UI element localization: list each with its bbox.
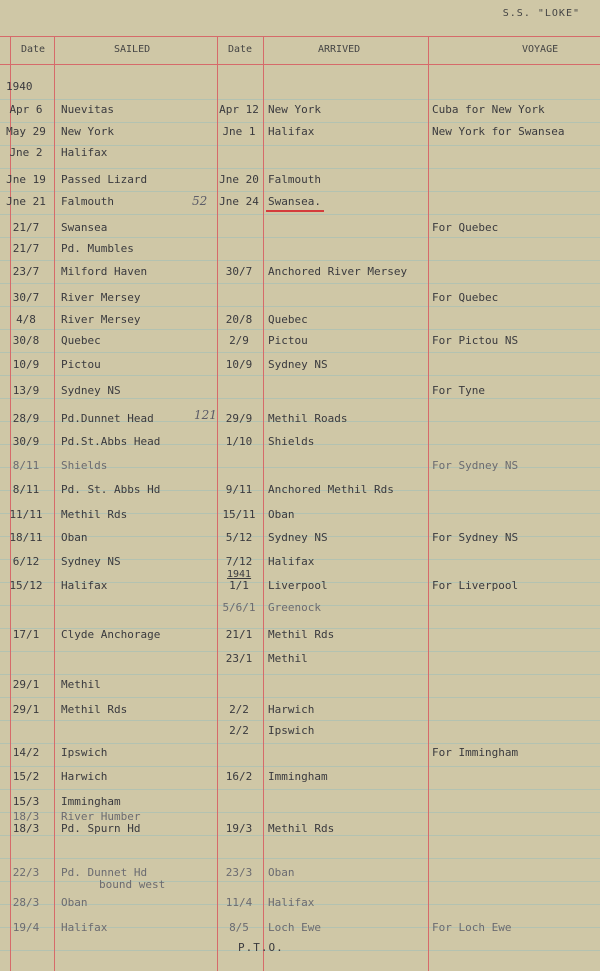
arrived-place: Liverpool bbox=[268, 579, 328, 592]
sailed-date: May 29 bbox=[6, 125, 46, 138]
voyage-note: Cuba for New York bbox=[432, 103, 545, 116]
ruled-line bbox=[0, 122, 600, 123]
arrived-place: Immingham bbox=[268, 770, 328, 783]
arrived-date: 29/9 bbox=[225, 412, 253, 425]
arrived-date: 1/10 bbox=[225, 435, 253, 448]
sailed-place: Pd. Mumbles bbox=[61, 242, 134, 255]
sailed-date: Jne 2 bbox=[9, 146, 43, 159]
arrived-place: Halifax bbox=[268, 896, 315, 909]
sailed-place: Pd. St. Abbs Hd bbox=[61, 483, 161, 496]
sailed-place: Nuevitas bbox=[61, 103, 114, 116]
voyage-note: For Loch Ewe bbox=[432, 921, 512, 934]
arrived-date: 21/1 bbox=[225, 628, 253, 641]
arrived-place: Greenock bbox=[268, 601, 321, 614]
sailed-place: Methil Rds bbox=[61, 508, 128, 521]
arrived-place: Halifax bbox=[268, 125, 315, 138]
arrived-date: 23/3 bbox=[225, 866, 253, 879]
ruled-line bbox=[0, 168, 600, 169]
sailed-place: Halifax bbox=[61, 921, 108, 934]
arrived-date: 2/2 bbox=[229, 703, 249, 716]
margin-note: 52 bbox=[192, 194, 208, 208]
ruled-line bbox=[0, 720, 600, 721]
arrived-date: Jne 1 bbox=[222, 125, 256, 138]
sailed-date: 6/12 bbox=[12, 555, 40, 568]
sailed-place: Methil Rds bbox=[61, 703, 128, 716]
header-top-rule bbox=[0, 36, 600, 37]
sailed-date: 23/7 bbox=[12, 265, 40, 278]
arrived-date: Apr 12 bbox=[219, 103, 259, 116]
year-label: 1940 bbox=[6, 80, 33, 93]
sailed-date: Apr 6 bbox=[9, 103, 43, 116]
arrived-place: Swansea. bbox=[268, 195, 321, 208]
ruled-line bbox=[0, 306, 600, 307]
sailed-date: 8/11 bbox=[12, 459, 40, 472]
arrived-date: 15/11 bbox=[222, 508, 256, 521]
arrived-date: 16/2 bbox=[225, 770, 253, 783]
sailed-date: 14/2 bbox=[12, 746, 40, 759]
arrived-date: 2/9 bbox=[229, 334, 249, 347]
ruled-line bbox=[0, 398, 600, 399]
sailed-place: Pd. Dunnet Hd bbox=[61, 866, 148, 879]
sailed-place: Methil bbox=[61, 678, 101, 691]
year-label: 1941 bbox=[227, 569, 252, 580]
sailed-date: 13/9 bbox=[12, 384, 40, 397]
sailed-place: Falmouth bbox=[61, 195, 114, 208]
voyage-note: New York for Swansea bbox=[432, 125, 565, 138]
sailed-place: River Mersey bbox=[61, 291, 141, 304]
sailed-date: 15/12 bbox=[9, 579, 43, 592]
sailed-date: 22/3 bbox=[12, 866, 40, 879]
sailed-date: 18/3 bbox=[12, 810, 40, 823]
column-rule bbox=[263, 36, 264, 971]
sailed-place: Sydney NS bbox=[61, 384, 121, 397]
sailed-place: Pd. Spurn Hd bbox=[61, 822, 141, 835]
voyage-note: For Sydney NS bbox=[432, 459, 519, 472]
arrived-date: 7/12 bbox=[225, 555, 253, 568]
sailed-date: 4/8 bbox=[16, 313, 36, 326]
sailed-date: 17/1 bbox=[12, 628, 40, 641]
arrived-place: Falmouth bbox=[268, 173, 321, 186]
arrived-date: 30/7 bbox=[225, 265, 253, 278]
sailed-date: 29/1 bbox=[12, 703, 40, 716]
sailed-date: 30/8 bbox=[12, 334, 40, 347]
sailed-place: bound west bbox=[99, 878, 166, 891]
column-rule bbox=[428, 36, 429, 971]
ruled-line bbox=[0, 260, 600, 261]
ruled-line bbox=[0, 237, 600, 238]
voyage-note: For Sydney NS bbox=[432, 531, 519, 544]
voyage-note: For Tyne bbox=[432, 384, 485, 397]
voyage-note: For Quebec bbox=[432, 291, 499, 304]
sailed-date: Jne 19 bbox=[6, 173, 46, 186]
arrived-place: Oban bbox=[268, 508, 295, 521]
column-rule bbox=[54, 36, 55, 971]
sailed-place: Halifax bbox=[61, 146, 108, 159]
ruled-line bbox=[0, 375, 600, 376]
sailed-date: 21/7 bbox=[12, 242, 40, 255]
sailed-place: Oban bbox=[61, 531, 88, 544]
ruled-line bbox=[0, 743, 600, 744]
ruled-line bbox=[0, 766, 600, 767]
voyage-note: For Liverpool bbox=[432, 579, 519, 592]
arrived-place: Methil Roads bbox=[268, 412, 348, 425]
page-footer: P.T.O. bbox=[238, 941, 284, 954]
sailed-place: New York bbox=[61, 125, 114, 138]
sailed-date: 28/3 bbox=[12, 896, 40, 909]
arrived-place: Sydney NS bbox=[268, 358, 328, 371]
sailed-place: Ipswich bbox=[61, 746, 108, 759]
arrived-place: Halifax bbox=[268, 555, 315, 568]
voyage-note: For Quebec bbox=[432, 221, 499, 234]
arrived-place: Anchored Methil Rds bbox=[268, 483, 394, 496]
arrived-date: 5/6/1 bbox=[222, 601, 256, 614]
arrived-date: Jne 20 bbox=[219, 173, 259, 186]
arrived-place: New York bbox=[268, 103, 321, 116]
ruled-line bbox=[0, 881, 600, 882]
sailed-place: Quebec bbox=[61, 334, 101, 347]
red-underline bbox=[266, 210, 324, 212]
margin-note: 121 bbox=[194, 408, 217, 422]
ruled-line bbox=[0, 99, 600, 100]
arrived-place: Methil Rds bbox=[268, 628, 335, 641]
sailed-place: River Humber bbox=[61, 810, 141, 823]
ruled-line bbox=[0, 352, 600, 353]
ruled-line bbox=[0, 835, 600, 836]
header-arrived: ARRIVED bbox=[318, 44, 361, 55]
arrived-date: 20/8 bbox=[225, 313, 253, 326]
sailed-date: Jne 21 bbox=[6, 195, 46, 208]
arrived-place: Sydney NS bbox=[268, 531, 328, 544]
sailed-date: 15/3 bbox=[12, 795, 40, 808]
arrived-place: Quebec bbox=[268, 313, 308, 326]
sailed-place: Pd.St.Abbs Head bbox=[61, 435, 161, 448]
voyage-note: For Immingham bbox=[432, 746, 519, 759]
arrived-date: 10/9 bbox=[225, 358, 253, 371]
sailed-place: Pd.Dunnet Head bbox=[61, 412, 154, 425]
sailed-place: River Mersey bbox=[61, 313, 141, 326]
sailed-place: Milford Haven bbox=[61, 265, 148, 278]
arrived-date: 23/1 bbox=[225, 652, 253, 665]
arrived-place: Loch Ewe bbox=[268, 921, 321, 934]
sailed-place: Oban bbox=[61, 896, 88, 909]
arrived-date: 19/3 bbox=[225, 822, 253, 835]
arrived-place: Oban bbox=[268, 866, 295, 879]
ruled-line bbox=[0, 283, 600, 284]
sailed-date: 11/11 bbox=[9, 508, 43, 521]
sailed-date: 15/2 bbox=[12, 770, 40, 783]
arrived-date: 1/1 bbox=[229, 579, 249, 592]
arrived-place: Ipswich bbox=[268, 724, 315, 737]
ruled-line bbox=[0, 950, 600, 951]
sailed-date: 30/9 bbox=[12, 435, 40, 448]
ruled-line bbox=[0, 191, 600, 192]
ruled-line bbox=[0, 789, 600, 790]
sailed-place: Harwich bbox=[61, 770, 108, 783]
sailed-date: 19/4 bbox=[12, 921, 40, 934]
sailed-date: 30/7 bbox=[12, 291, 40, 304]
arrived-date: 5/12 bbox=[225, 531, 253, 544]
header-date-sailed: Date bbox=[21, 44, 46, 55]
sailed-date: 29/1 bbox=[12, 678, 40, 691]
sailed-place: Passed Lizard bbox=[61, 173, 148, 186]
ship-name: S.S. "LOKE" bbox=[502, 8, 580, 19]
arrived-place: Shields bbox=[268, 435, 315, 448]
ruled-line bbox=[0, 329, 600, 330]
ruled-line bbox=[0, 674, 600, 675]
sailed-place: Sydney NS bbox=[61, 555, 121, 568]
arrived-date: 8/5 bbox=[229, 921, 249, 934]
sailed-date: 28/9 bbox=[12, 412, 40, 425]
header-date-arrived: Date bbox=[228, 44, 253, 55]
arrived-place: Methil bbox=[268, 652, 308, 665]
ruled-line bbox=[0, 214, 600, 215]
arrived-place: Harwich bbox=[268, 703, 315, 716]
sailed-place: Immingham bbox=[61, 795, 121, 808]
ruled-line bbox=[0, 858, 600, 859]
sailed-place: Swansea bbox=[61, 221, 108, 234]
sailed-date: 18/3 bbox=[12, 822, 40, 835]
voyage-note: For Pictou NS bbox=[432, 334, 519, 347]
sailed-place: Shields bbox=[61, 459, 108, 472]
arrived-place: Methil Rds bbox=[268, 822, 335, 835]
arrived-date: 2/2 bbox=[229, 724, 249, 737]
header-voyage: VOYAGE bbox=[522, 44, 559, 55]
header-bottom-rule bbox=[0, 64, 600, 65]
sailed-place: Pictou bbox=[61, 358, 101, 371]
ruled-line bbox=[0, 697, 600, 698]
arrived-place: Anchored River Mersey bbox=[268, 265, 408, 278]
sailed-place: Halifax bbox=[61, 579, 108, 592]
sailed-date: 8/11 bbox=[12, 483, 40, 496]
arrived-date: 11/4 bbox=[225, 896, 253, 909]
sailed-date: 18/11 bbox=[9, 531, 43, 544]
sailed-place: Clyde Anchorage bbox=[61, 628, 161, 641]
header-sailed: SAILED bbox=[114, 44, 151, 55]
arrived-place: Pictou bbox=[268, 334, 308, 347]
sailed-date: 21/7 bbox=[12, 221, 40, 234]
sailed-date: 10/9 bbox=[12, 358, 40, 371]
arrived-date: Jne 24 bbox=[219, 195, 259, 208]
arrived-date: 9/11 bbox=[225, 483, 253, 496]
